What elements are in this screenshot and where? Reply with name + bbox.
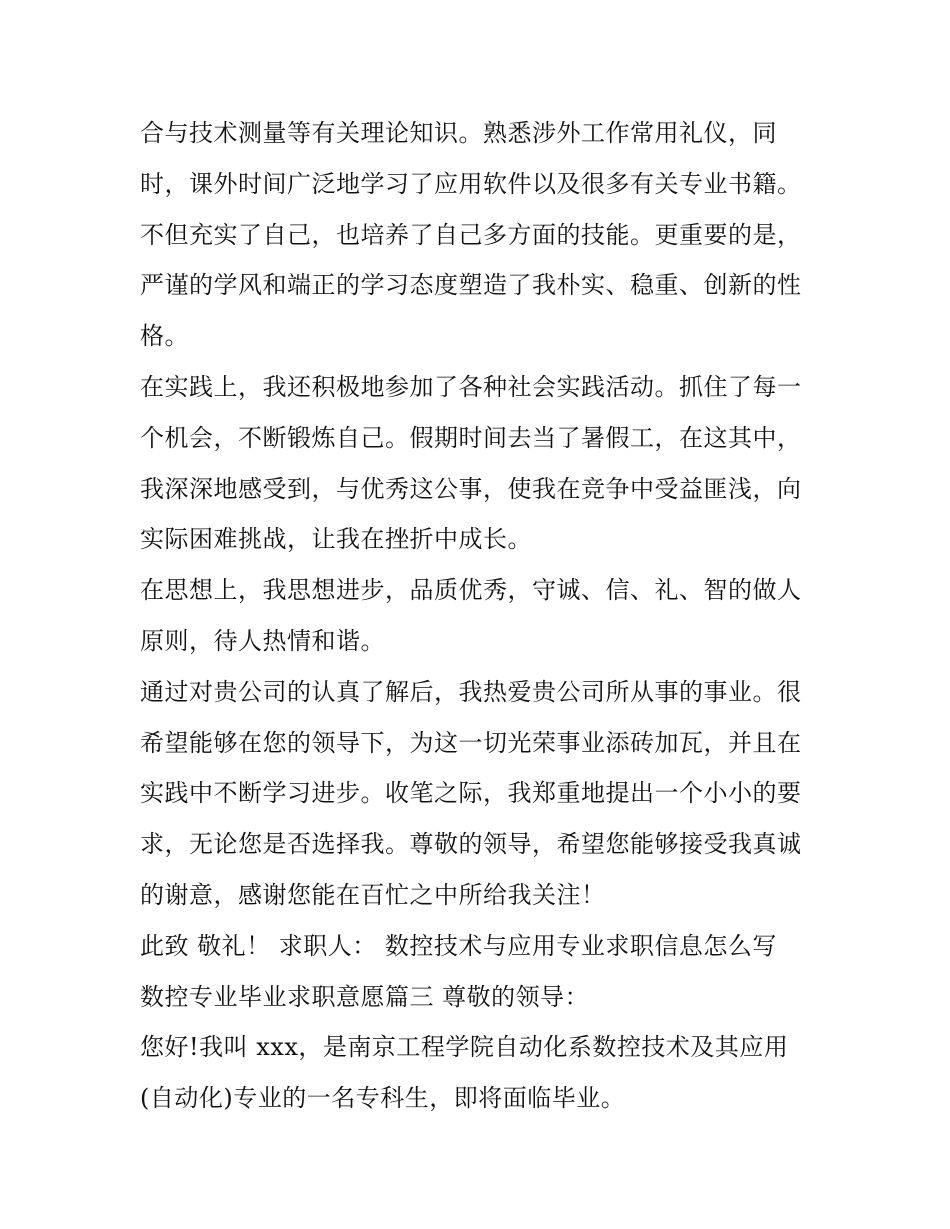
text-line: 严谨的学风和端正的学习态度塑造了我朴实、稳重、创新的性 xyxy=(140,271,802,300)
text-line: 通过对贵公司的认真了解后，我热爱贵公司所从事的事业。很 xyxy=(140,677,802,706)
text-line: (自动化)专业的一名专科生，即将面临毕业。 xyxy=(140,1084,626,1113)
text-line: 我深深地感受到，与优秀这公事，使我在竞争中受益匪浅，向 xyxy=(140,474,802,503)
document-body xyxy=(140,108,820,1124)
text-line: 实践中不断学习进步。收笔之际，我郑重地提出一个小小的要 xyxy=(140,779,802,808)
text-line: 数控专业毕业求职意愿篇三 尊敬的领导： xyxy=(140,982,590,1011)
text-line: 原则，待人热情和谐。 xyxy=(140,626,385,655)
text-line: 的谢意，感谢您能在百忙之中所给我关注！ xyxy=(140,880,606,909)
text-line: 格。 xyxy=(140,322,189,351)
text-line: 不但充实了自己，也培养了自己多方面的技能。更重要的是， xyxy=(140,220,802,249)
text-line: 此致 敬礼！ 求职人： 数控技术与应用专业求职信息怎么写 xyxy=(140,931,777,960)
text-line: 在思想上，我思想进步，品质优秀，守诚、信、礼、智的做人 xyxy=(140,576,802,605)
text-line: 合与技术测量等有关理论知识。熟悉涉外工作常用礼仪，同 xyxy=(140,119,777,147)
text-line: 希望能够在您的领导下，为这一切光荣事业添砖加瓦，并且在 xyxy=(140,728,802,757)
text-line: 实际困难挑战，让我在挫折中成长。 xyxy=(140,525,532,554)
text-line: 时，课外时间广泛地学习了应用软件以及很多有关专业书籍。 xyxy=(140,169,802,198)
text-line: 您好!我叫 xxx，是南京工程学院自动化系数控技术及其应用 xyxy=(140,1033,789,1062)
text-line: 个机会，不断锻炼自己。假期时间去当了暑假工，在这其中， xyxy=(140,423,802,452)
text-line: 在实践上，我还积极地参加了各种社会实践活动。抓住了每一 xyxy=(140,372,802,401)
text-line: 求，无论您是否选择我。尊敬的领导，希望您能够接受我真诚 xyxy=(140,830,802,859)
